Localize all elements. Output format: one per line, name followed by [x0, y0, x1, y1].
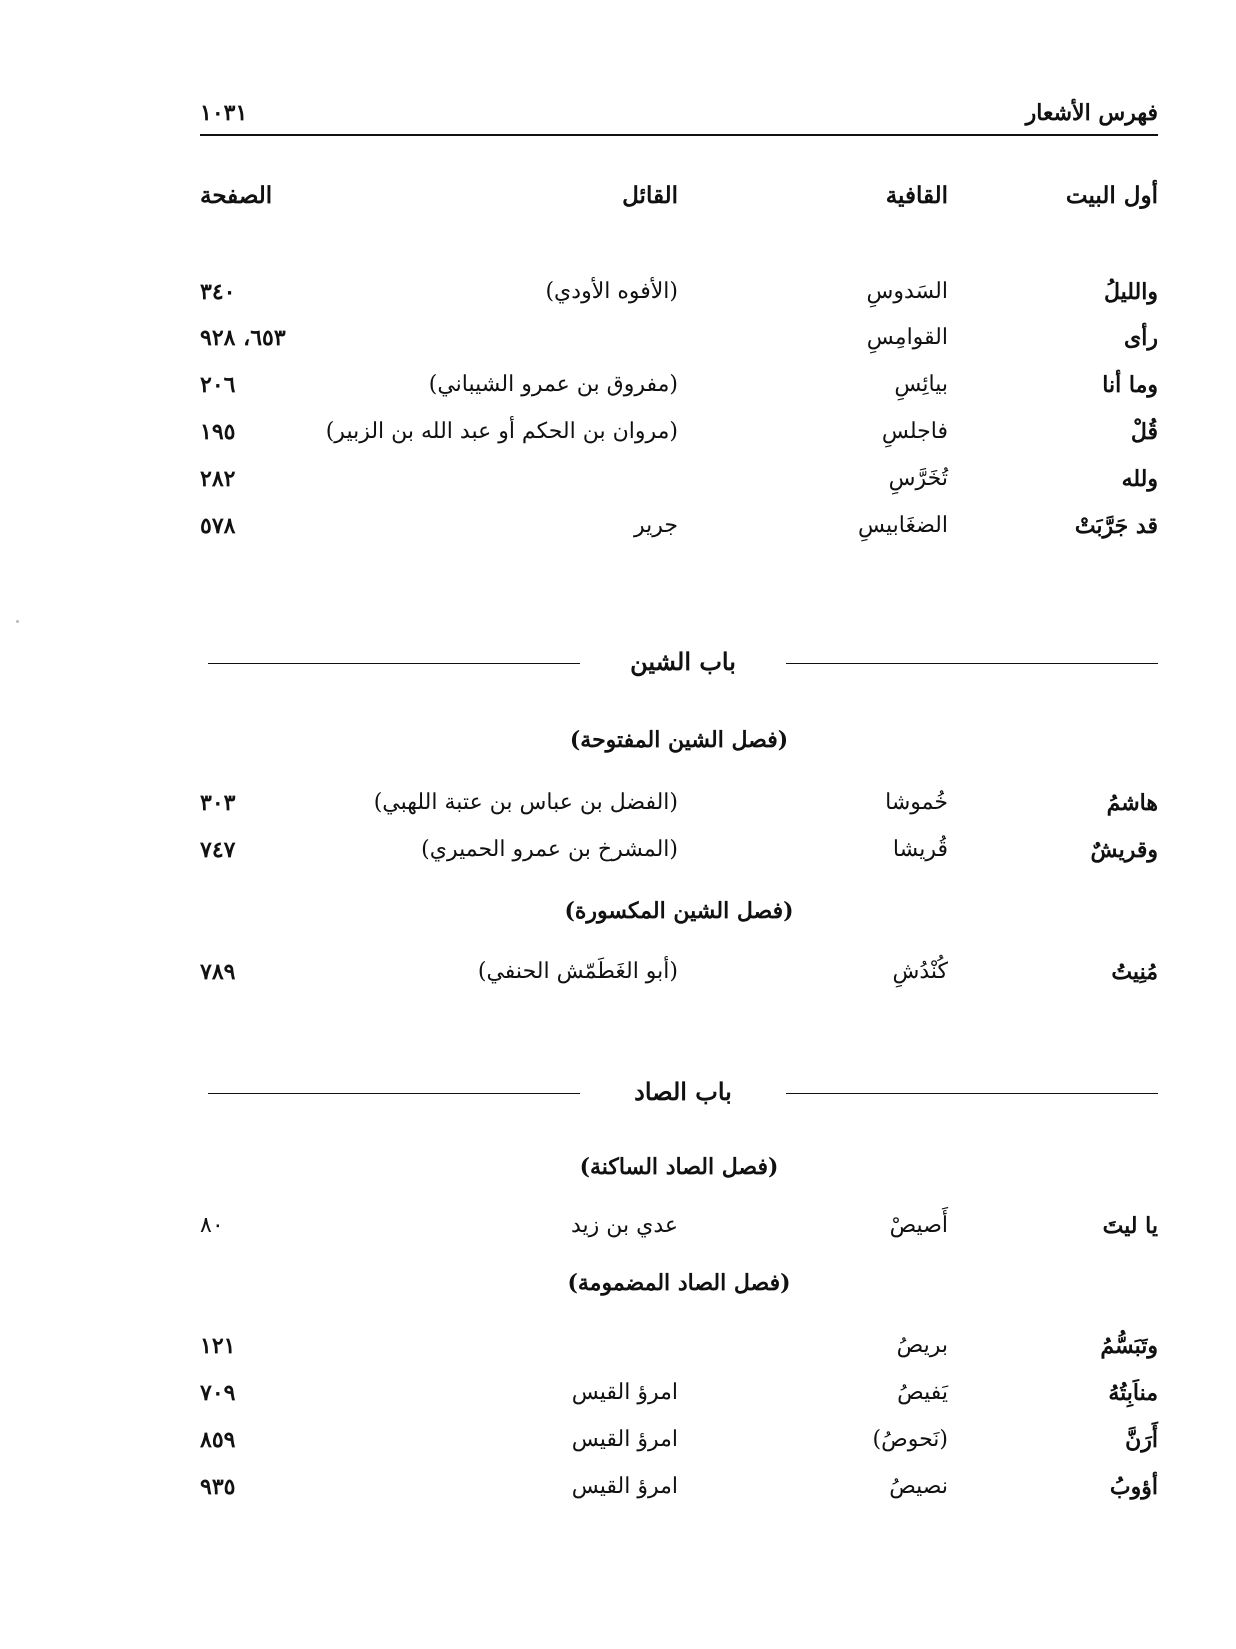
verse-rhyme: القوامِسِ [866, 325, 948, 350]
table-row [200, 1333, 1158, 1373]
table-row [200, 372, 1158, 412]
verse-first: والليلُ [1103, 279, 1158, 305]
verse-rhyme: (نَحوصُ) [872, 1427, 948, 1452]
verse-first: أؤوبُ [1109, 1474, 1158, 1500]
verse-first: ولله [1121, 466, 1158, 492]
verse-rhyme: قُريشا [892, 837, 948, 862]
verse-page: ٨٥٩ [200, 1427, 236, 1453]
verse-page: ٧٤٧ [200, 837, 236, 863]
verse-poet: (أبو الغَطَمّش الحنفي) [477, 959, 678, 984]
verse-rhyme: أَصيصْ [889, 1213, 948, 1238]
verse-poet: (المشرخ بن عمرو الحميري) [421, 837, 678, 862]
running-title: فهرس الأشعار [1025, 100, 1158, 126]
verse-poet: امرؤ القيس [571, 1380, 678, 1405]
verse-rhyme: تُخَرَّسِ [888, 466, 948, 491]
verse-page: ٦٥٣، ٩٢٨ [200, 325, 286, 351]
running-header [200, 100, 1158, 136]
verse-first: قد جَرَّبَتْ [1074, 513, 1158, 539]
verse-rhyme: الضغَابيسِ [857, 513, 948, 538]
verse-page: ٢٨٢ [200, 466, 236, 492]
section-title: باب الصاد [634, 1077, 732, 1106]
verse-rhyme: بريصُ [896, 1333, 948, 1358]
verse-page: ٧٨٩ [200, 959, 236, 985]
col-heading-first: أول البيت [1065, 182, 1158, 209]
section-rule [786, 663, 1158, 664]
section-heading-sad [208, 1073, 1158, 1113]
verse-poet: جرير [634, 513, 678, 538]
verse-poet: عدي بن زيد [570, 1213, 678, 1238]
table-row [200, 790, 1158, 830]
verse-rhyme: كُنْدُشِ [892, 959, 948, 984]
verse-poet: (الأفوه الأودي) [545, 279, 678, 304]
verse-first: مناَبِتُهُ [1108, 1380, 1158, 1406]
section-rule [208, 1093, 580, 1094]
verse-rhyme: نصيصُ [889, 1474, 948, 1499]
table-row [200, 1474, 1158, 1514]
subsection-heading: (فصل الشين المكسورة) [564, 898, 794, 924]
verse-first: مُنِيتُ [1111, 959, 1158, 985]
verse-rhyme: فاجلسِ [881, 419, 948, 444]
scan-speck [16, 620, 19, 623]
verse-first: قُلْ [1130, 419, 1158, 445]
verse-page: ٥٧٨ [200, 513, 236, 539]
table-row [200, 325, 1158, 365]
verse-page: ٩٣٥ [200, 1474, 236, 1500]
column-headings [200, 182, 1158, 222]
subsection-heading: (فصل الصاد الساكنة) [579, 1154, 779, 1180]
verse-first: يا ليتَ [1102, 1213, 1158, 1239]
col-heading-page: الصفحة [200, 182, 273, 209]
verse-first: وما أنا [1102, 372, 1158, 398]
verse-page: ١٩٥ [200, 419, 236, 445]
table-row [200, 837, 1158, 877]
section-rule [786, 1093, 1158, 1094]
section-title: باب الشين [630, 647, 736, 676]
verse-first: رأى [1124, 325, 1158, 351]
table-row [200, 1213, 1158, 1253]
verse-rhyme: يَفيصُ [897, 1380, 948, 1405]
verse-first: وتَبَسُّمُ [1100, 1333, 1158, 1359]
subsection-heading: (فصل الصاد المضمومة) [567, 1270, 791, 1296]
verse-page: ١٢١ [200, 1333, 236, 1359]
verse-poet: (الفضل بن عباس بن عتبة اللهبي) [373, 790, 678, 815]
table-row [200, 466, 1158, 506]
section-heading-shin [208, 643, 1158, 683]
section-rule [208, 663, 580, 664]
page-number: ١٠٣١ [200, 100, 248, 126]
table-row [200, 513, 1158, 553]
table-row [200, 419, 1158, 459]
verse-rhyme: بيائِسِ [894, 372, 948, 397]
verse-page: ٣٠٣ [200, 790, 236, 816]
verse-page: ٨٠ [200, 1213, 224, 1238]
verse-page: ٧٠٩ [200, 1380, 236, 1406]
col-heading-poet: القائل [622, 182, 678, 209]
verse-first: أَرَنَّ [1125, 1427, 1158, 1453]
verse-first: وقريشٌ [1090, 837, 1158, 863]
verse-poet: امرؤ القيس [571, 1474, 678, 1499]
verse-page: ٣٤٠ [200, 279, 236, 305]
table-row [200, 959, 1158, 999]
verse-rhyme: السَدوسِ [866, 279, 948, 304]
verse-first: هاشمُ [1106, 790, 1158, 816]
table-row [200, 1427, 1158, 1467]
verse-page: ٢٠٦ [200, 372, 236, 398]
verse-poet: امرؤ القيس [571, 1427, 678, 1452]
verse-poet: (مروان بن الحكم أو عبد الله بن الزبير) [325, 419, 678, 444]
col-heading-rhyme: القافية [885, 182, 948, 209]
verse-rhyme: خُموشا [885, 790, 948, 815]
subsection-heading: (فصل الشين المفتوحة) [569, 727, 789, 753]
table-row [200, 1380, 1158, 1420]
verse-poet: (مفروق بن عمرو الشيباني) [428, 372, 678, 397]
table-row [200, 279, 1158, 319]
